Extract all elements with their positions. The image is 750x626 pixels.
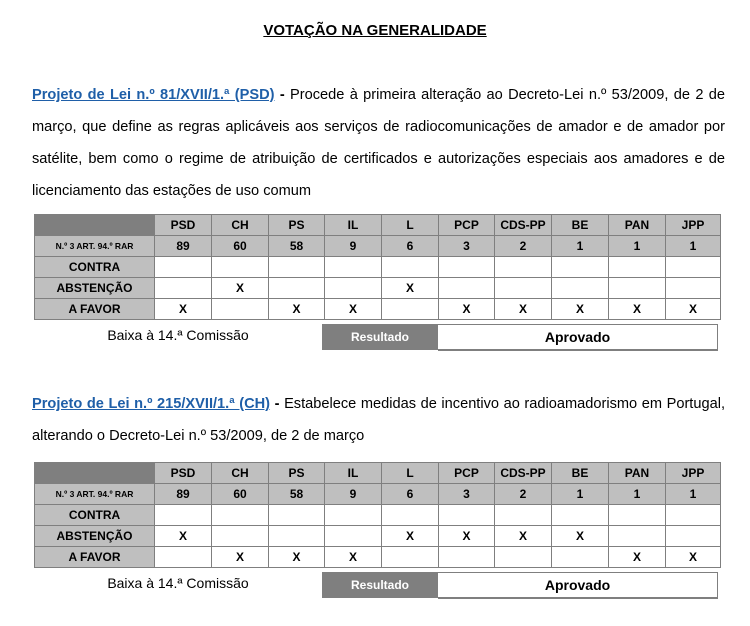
vote-cell: X [212,547,269,568]
vote-cell [325,526,382,547]
party-psd: PSD [155,463,212,484]
vote-table-1 [34,214,721,320]
party-psd: PSD [155,215,212,236]
vote-cell [212,505,269,526]
row-label-favor: A FAVOR [35,299,155,320]
vote-cell [269,526,325,547]
seats-ps: 58 [269,236,325,257]
result-label: Resultado [322,324,438,350]
vote-cell: X [666,547,721,568]
party-il: IL [325,215,382,236]
vote-cell [382,505,439,526]
row-label-favor: A FAVOR [35,547,155,568]
vote-cell: X [666,299,721,320]
seats-label: N.º 3 ART. 94.º RAR [35,484,155,505]
result-value: Aprovado [438,324,718,351]
favor-row [35,547,721,568]
vote-cell [269,257,325,278]
vote-cell [552,547,609,568]
result-bar-2 [34,572,719,598]
vote-cell [269,278,325,299]
party-ch: CH [212,463,269,484]
bill-description-1: Procede à primeira alteração ao Decreto-Lei n.º 53/2009, de 2 de março, que define as regras aplicáveis aos serviços de radiocomunicações de amador e de amador por satélite, bem como o regime de atribuição de certificados e autorizações especiais aos amadores e de licenciamento das estações de uso comum [32,87,725,199]
party-il: IL [325,463,382,484]
contra-row [35,505,721,526]
bill-link-2[interactable]: Projeto de Lei n.º 215/XVII/1.ª (CH) [32,396,271,412]
vote-cell [325,257,382,278]
party-ps: PS [269,463,325,484]
vote-cell: X [269,299,325,320]
vote-cell [495,505,552,526]
seats-pcp: 3 [439,236,495,257]
corner-cell [35,215,155,236]
seats-psd: 89 [155,484,212,505]
party-ch: CH [212,215,269,236]
vote-cell [609,278,666,299]
party-pan: PAN [609,463,666,484]
row-label-abstencao: ABSTENÇÃO [35,526,155,547]
vote-cell [666,257,721,278]
vote-cell: X [439,299,495,320]
vote-cell [552,257,609,278]
seats-ch: 60 [212,236,269,257]
row-label-abstencao: ABSTENÇÃO [35,278,155,299]
vote-cell: X [382,526,439,547]
vote-cell [382,299,439,320]
result-bar-1 [34,324,719,350]
vote-cell [325,278,382,299]
party-be: BE [552,215,609,236]
favor-row [35,299,721,320]
vote-cell: X [552,299,609,320]
party-jpp: JPP [666,463,721,484]
party-pcp: PCP [439,215,495,236]
seats-il: 9 [325,484,382,505]
vote-cell [155,278,212,299]
vote-cell [609,526,666,547]
vote-cell: X [439,526,495,547]
seats-be: 1 [552,236,609,257]
vote-cell: X [495,526,552,547]
party-l: L [382,463,439,484]
vote-cell [155,257,212,278]
header-row [35,463,721,484]
page-title: VOTAÇÃO NA GENERALIDADE [263,22,487,39]
bill-description-2: Estabelece medidas de incentivo ao radioamadorismo em Portugal, alterando o Decreto-Lei n.º 53/2009, de 2 de março [32,396,726,444]
vote-cell: X [155,299,212,320]
party-pan: PAN [609,215,666,236]
party-l: L [382,215,439,236]
seats-cds-pp: 2 [495,484,552,505]
vote-cell [439,547,495,568]
vote-cell [666,505,721,526]
party-jpp: JPP [666,215,721,236]
seats-pcp: 3 [439,484,495,505]
corner-cell [35,463,155,484]
seats-ps: 58 [269,484,325,505]
vote-cell [155,505,212,526]
vote-cell [212,526,269,547]
seats-pan: 1 [609,484,666,505]
vote-cell [495,547,552,568]
seats-jpp: 1 [666,484,721,505]
vote-cell [382,257,439,278]
vote-cell [382,547,439,568]
commission-text: Baixa à 14.ª Comissão [107,575,249,591]
result-value: Aprovado [438,572,718,599]
vote-cell [552,505,609,526]
party-cds-pp: CDS-PP [495,463,552,484]
seats-be: 1 [552,484,609,505]
vote-cell: X [269,547,325,568]
vote-cell [666,526,721,547]
row-label-contra: CONTRA [35,257,155,278]
vote-cell [495,278,552,299]
vote-cell: X [325,299,382,320]
seats-row [35,236,721,257]
commission-text: Baixa à 14.ª Comissão [107,327,249,343]
vote-cell [439,278,495,299]
vote-cell [212,299,269,320]
vote-cell [439,257,495,278]
vote-table-2 [34,462,721,568]
party-be: BE [552,463,609,484]
abstencao-row [35,278,721,299]
vote-cell: X [382,278,439,299]
header-row [35,215,721,236]
vote-cell: X [325,547,382,568]
bill-paragraph-2 [32,388,725,452]
seats-ch: 60 [212,484,269,505]
vote-cell [666,278,721,299]
vote-cell: X [609,299,666,320]
abstencao-row [35,526,721,547]
vote-cell [552,278,609,299]
separator: - [279,87,285,103]
result-label: Resultado [322,572,438,598]
vote-cell [212,257,269,278]
vote-cell [495,257,552,278]
seats-pan: 1 [609,236,666,257]
bill-paragraph-1 [32,79,725,207]
vote-cell [439,505,495,526]
party-cds-pp: CDS-PP [495,215,552,236]
party-pcp: PCP [439,463,495,484]
seats-label: N.º 3 ART. 94.º RAR [35,236,155,257]
seats-il: 9 [325,236,382,257]
separator: - [274,396,280,412]
row-label-contra: CONTRA [35,505,155,526]
vote-cell [609,257,666,278]
seats-jpp: 1 [666,236,721,257]
party-ps: PS [269,215,325,236]
contra-row [35,257,721,278]
vote-cell [609,505,666,526]
vote-cell [155,547,212,568]
seats-row [35,484,721,505]
bill-link-1[interactable]: Projeto de Lei n.º 81/XVII/1.ª (PSD) [32,87,275,103]
seats-psd: 89 [155,236,212,257]
seats-l: 6 [382,236,439,257]
vote-cell [269,505,325,526]
vote-cell: X [552,526,609,547]
vote-cell: X [212,278,269,299]
vote-cell: X [609,547,666,568]
vote-cell: X [495,299,552,320]
vote-cell [325,505,382,526]
seats-cds-pp: 2 [495,236,552,257]
vote-cell: X [155,526,212,547]
seats-l: 6 [382,484,439,505]
